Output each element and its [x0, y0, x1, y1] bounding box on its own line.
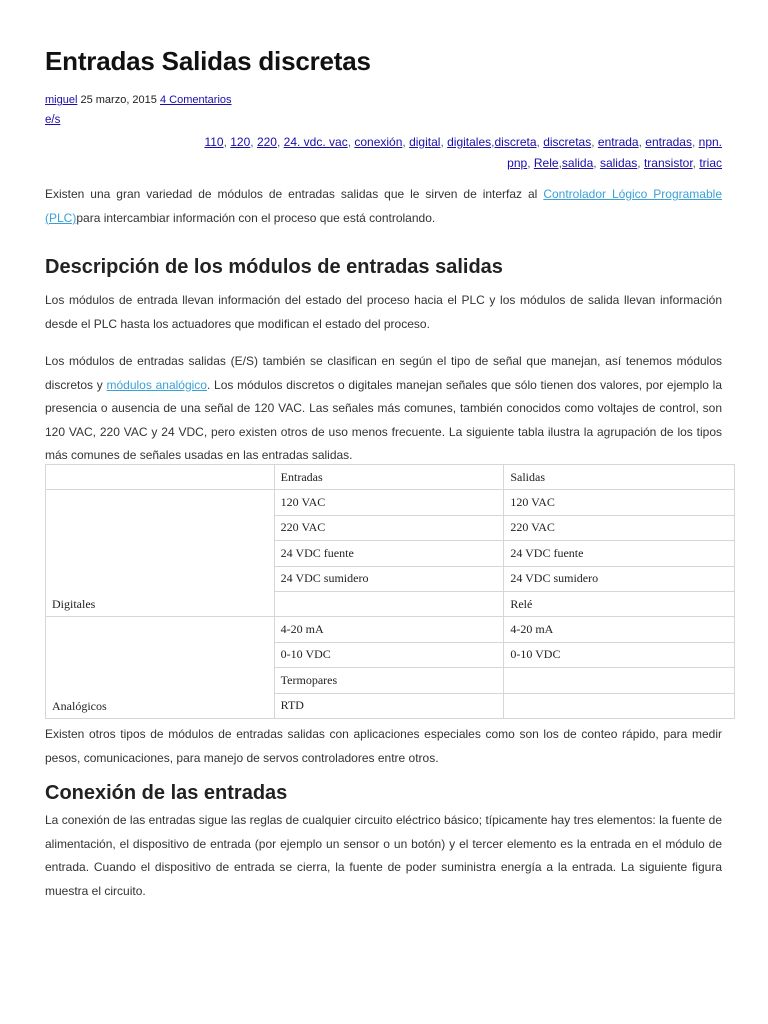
table-cell: 220 VAC: [274, 515, 504, 540]
table-cell: 120 VAC: [274, 490, 504, 515]
table-cell: Relé: [504, 591, 735, 616]
p2-text-end: . Los módulos discretos o digitales manejan señales que sólo tienen dos valores, por ejemplo la presencia o ausencia de una señal de 120 VAC. Las señales más comunes, también conocidos como voltajes de control, son 120 VAC, 220 VAC y 24 VDC, pero existen otros de uso menos frecuente. La siguiente tabla ilustra la agrupación de los tipos más comunes de señales usadas en las entradas salidas.: [45, 377, 723, 462]
tag-link[interactable]: npn.: [698, 135, 722, 149]
category: [45, 114, 60, 126]
table-cell: 24 VDC sumidero: [504, 566, 735, 591]
tag-link[interactable]: 220: [256, 135, 277, 149]
description-paragraph-2: [45, 350, 722, 468]
analog-modules-link[interactable]: módulos analógico: [106, 377, 207, 392]
section-heading-description: Descripción de los módulos de entradas salidas: [45, 256, 503, 278]
comments-link[interactable]: 4 Comentarios: [159, 94, 232, 106]
p2-text: Los módulos de entradas salidas (E/S) también se clasifican en según el tipo de señal que manejan, así tenemos módulos discretos y: [45, 354, 722, 392]
tag-link[interactable]: transistor: [643, 156, 693, 170]
group-analog: Analógicos: [46, 617, 275, 719]
section-heading-inputs: Conexión de las entradas: [45, 782, 288, 804]
table-cell: 220 VAC: [504, 515, 735, 540]
group-digital: Digitales: [46, 490, 275, 617]
after-table-paragraph: Existen otros tipos de módulos de entradas salidas con aplicaciones especiales como son los de conteo rápido, para medir pesos, comunicaciones, para manejo de servos controladores entre otros.: [45, 727, 722, 765]
intro-paragraph: [45, 183, 722, 230]
table-row: [46, 617, 735, 642]
table-cell: 120 VAC: [504, 490, 735, 515]
tag-link[interactable]: salidas: [599, 156, 638, 170]
post-date: 25 marzo, 2015: [80, 94, 157, 106]
plc-link[interactable]: Controlador Lógico Programable (PLC): [45, 187, 722, 225]
tag-link[interactable]: digital: [409, 135, 441, 149]
description-paragraph-1: Los módulos de entrada llevan información del estado del proceso hacia el PLC y los módulos de salida llevan información desde el PLC hasta los actuadores que modifican el estado del proceso.: [45, 293, 722, 331]
table-cell: 24 VDC fuente: [274, 541, 504, 566]
tag-link[interactable]: triac: [699, 156, 722, 170]
tag-link[interactable]: entrada: [597, 135, 639, 149]
table-cell: [504, 693, 735, 718]
table-header-row: [46, 465, 735, 490]
table-header-cell: Entradas: [274, 465, 504, 490]
table-cell: RTD: [274, 693, 504, 718]
tag-link[interactable]: conexión: [354, 135, 403, 149]
table-row: [46, 490, 735, 515]
tag-link[interactable]: discretas: [543, 135, 592, 149]
tag-link[interactable]: pnp: [507, 156, 528, 170]
table-header-cell: Salidas: [504, 465, 735, 490]
table-cell: 0-10 VDC: [274, 642, 504, 667]
author-link[interactable]: miguel: [45, 94, 78, 106]
tag-link[interactable]: Rele: [533, 156, 559, 170]
inputs-paragraph: La conexión de las entradas sigue las reglas de cualquier circuito eléctrico básico; típicamente hay tres elementos: la fuente de alimentación, el dispositivo de entrada (por ejemplo un sensor o un botón) y el tercer elemento es la entrada en el módulo de entrada. Cuando el dispositivo de entrada se cierra, la fuente de poder suministra energía a la entrada. La siguiente figura muestra el circuito.: [45, 813, 722, 898]
tag-link[interactable]: salida: [561, 156, 594, 170]
table-cell: 4-20 mA: [274, 617, 504, 642]
category-link[interactable]: e/s: [45, 114, 61, 126]
table-cell: 4-20 mA: [504, 617, 735, 642]
table-cell: [504, 668, 735, 693]
intro-text: Existen una gran variedad de módulos de entradas salidas que le sirven de interfaz al: [45, 187, 544, 201]
table-cell: 0-10 VDC: [504, 642, 735, 667]
table-cell: 24 VDC sumidero: [274, 566, 504, 591]
table-cell: Termopares: [274, 668, 504, 693]
tag-list: 110, 120, 220, 24. vdc. vac, conexión, digital, digitales,discreta, discretas, entrada, entradas, npn. pnp, Rele,salida, salidas, transistor, triac: [204, 135, 722, 170]
post-meta: [45, 94, 232, 106]
tag-link[interactable]: 24. vdc. vac: [283, 135, 348, 149]
page-title: Entradas Salidas discretas: [45, 46, 371, 76]
table-header-cell: [46, 465, 275, 490]
tag-link[interactable]: 110: [204, 135, 224, 149]
intro-text-end: para intercambiar información con el proceso que está controlando.: [76, 210, 436, 225]
table-cell: 24 VDC fuente: [504, 541, 735, 566]
tag-link[interactable]: entradas: [645, 135, 692, 149]
tag-link[interactable]: 120: [230, 135, 251, 149]
table-cell: [274, 591, 504, 616]
tag-link[interactable]: discreta: [494, 135, 537, 149]
tag-link[interactable]: digitales: [447, 135, 492, 149]
signal-types-table: [45, 464, 735, 719]
